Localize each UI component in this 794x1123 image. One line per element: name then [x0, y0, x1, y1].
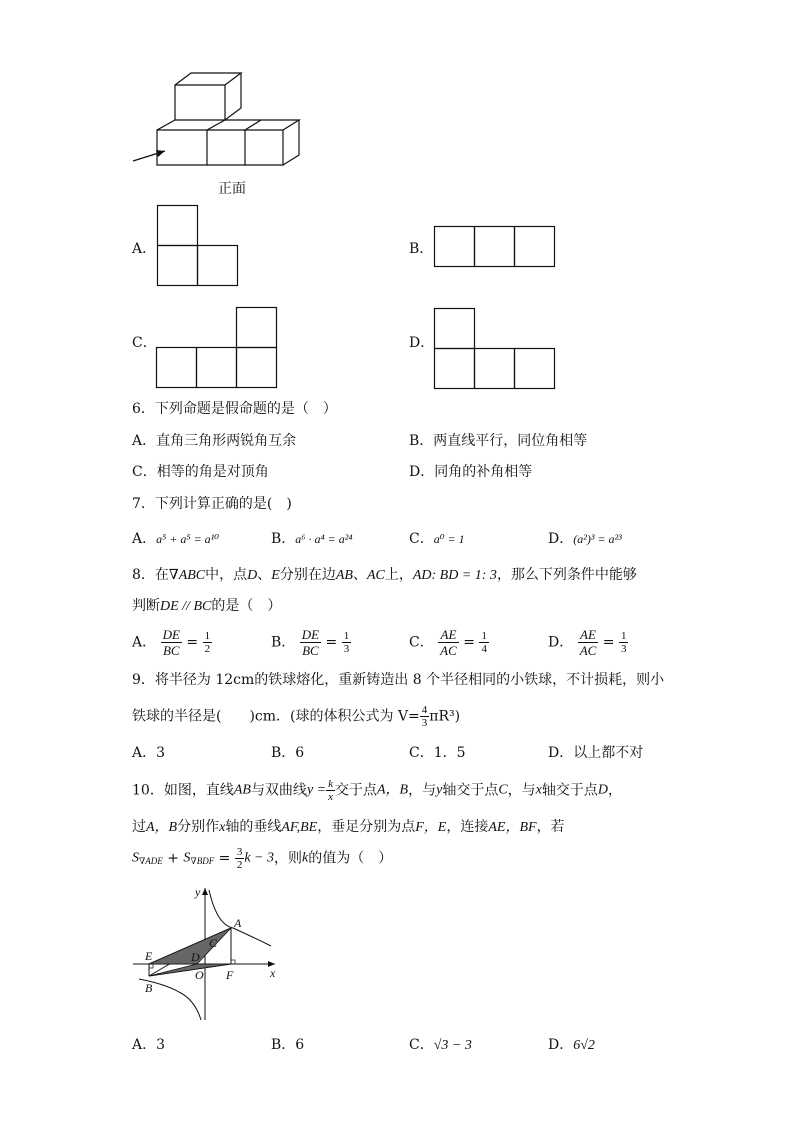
- q9-option-c[interactable]: C．1．5: [409, 745, 466, 761]
- q10-k: k: [302, 850, 309, 866]
- q10-perpendiculars: AF,BE: [281, 820, 318, 835]
- q9-text: 铁球的半径是( )cm．(球的体积公式为 V=: [132, 708, 420, 725]
- q8-side-ac: AC: [366, 568, 385, 583]
- q10-area-symbol: S: [132, 850, 139, 866]
- q5-option-c-figure: [156, 307, 281, 392]
- q10-text: ，与: [507, 782, 536, 799]
- q8-text: 、: [352, 567, 367, 583]
- q7-option-d[interactable]: [548, 530, 622, 548]
- q10-text: 轴交于点: [442, 782, 499, 799]
- q7-b-expr: a⁶ · a⁴ = a²⁴: [295, 532, 353, 546]
- q8-a-frac: $\frac{DE}{BC}$: [162, 627, 180, 658]
- q7-option-b[interactable]: [271, 530, 353, 548]
- graph-label-y: y: [195, 885, 201, 899]
- q10-x-axis: x: [535, 782, 542, 798]
- q10-points-ab: A，B: [377, 782, 409, 798]
- q10-frac: $\frac{3}{2}$: [236, 846, 243, 871]
- q10-y-axis: y: [436, 782, 443, 798]
- q9-volume-frac: $\frac{4}{3}$: [421, 704, 428, 729]
- q5-option-d-label[interactable]: D．: [409, 335, 435, 351]
- q10-text: 分别作: [177, 819, 220, 835]
- q10-area-symbol: S: [183, 850, 191, 866]
- q7-a-label: A．: [132, 531, 157, 547]
- graph-label-o: O: [195, 968, 204, 982]
- q8-c-value: $\frac{1}{4}$: [481, 630, 487, 655]
- q10-option-c[interactable]: [409, 1036, 472, 1055]
- q8-d-frac: $\frac{AE}{AC}$: [579, 627, 597, 658]
- q6-option-b[interactable]: B．两直线平行，同位角相等: [409, 433, 588, 449]
- q10-y-eq: y =: [306, 782, 327, 798]
- q8-point-d: D: [247, 568, 258, 583]
- q8-stem-line2: [132, 597, 281, 616]
- q10-area-sub: ∇ADE: [139, 855, 163, 866]
- q8-option-d[interactable]: D． $\frac{AE}{AC}$ = $\frac{1}{3}$: [548, 627, 627, 658]
- graph-label-a: A: [234, 916, 242, 930]
- q10-hyperbola-frac: $\frac{k}{x}$: [328, 778, 333, 803]
- q10-d-expr: 6√2: [573, 1038, 595, 1053]
- q5-option-c-label[interactable]: C．: [132, 335, 157, 351]
- q10-text: 10．如图，直线: [132, 782, 234, 799]
- q6-option-d[interactable]: D．同角的补角相等: [409, 464, 533, 480]
- q8-text: 的是（ ）: [211, 598, 282, 614]
- q10-stem-line1: [132, 778, 622, 803]
- q8-text: 8．在: [132, 567, 169, 583]
- q10-line-ab: AB: [233, 782, 251, 798]
- q10-graph: [125, 880, 295, 1025]
- q8-ratio: AD: BD = 1: 3: [412, 568, 497, 583]
- graph-label-x: x: [270, 966, 276, 980]
- q6-option-c[interactable]: C．相等的角是对顶角: [132, 464, 269, 480]
- q10-x-axis: x: [219, 820, 226, 835]
- q10-option-d[interactable]: [548, 1036, 595, 1055]
- q5-option-b-label[interactable]: B．: [409, 241, 434, 257]
- q10-feet: F，E: [415, 820, 447, 835]
- q8-c-label: C．: [409, 634, 434, 651]
- q8-d-value: $\frac{1}{3}$: [620, 630, 627, 655]
- q10-point-d: D: [597, 782, 609, 798]
- q5-option-b-figure: [434, 226, 559, 271]
- q9-option-b[interactable]: B．6: [271, 745, 305, 761]
- q6-option-a[interactable]: A．直角三角形两锐角互余: [132, 433, 297, 449]
- q8-triangle: ∇ABC: [168, 568, 206, 583]
- q10-text: ，: [608, 782, 623, 799]
- q8-text: 分别在边: [279, 567, 336, 583]
- q7-d-label: D．: [548, 531, 574, 547]
- q10-d-label: D．: [548, 1037, 574, 1053]
- q8-a-value: $\frac{1}{2}$: [204, 630, 211, 655]
- q10-expr: k − 3: [244, 850, 275, 866]
- q10-text: 的值为（ ）: [308, 850, 393, 867]
- q10-text: 过: [132, 819, 146, 835]
- q10-segments: AE，BF: [488, 820, 537, 835]
- q9-stem-line2: [132, 704, 460, 729]
- q10-text: ，若: [536, 819, 565, 835]
- q8-text: ，那么下列条件中能够: [496, 567, 637, 583]
- q10-option-b[interactable]: B．6: [271, 1037, 305, 1053]
- q8-text: 中，点: [205, 567, 248, 583]
- q8-option-c[interactable]: C． $\frac{AE}{AC}$ = $\frac{1}{4}$: [409, 627, 487, 658]
- q10-c-expr: √3 − 3: [433, 1038, 472, 1053]
- q7-d-expr: (a²)³ = a²³: [573, 532, 622, 546]
- q9-option-a[interactable]: A．3: [132, 745, 166, 761]
- q10-op: +: [162, 850, 184, 867]
- q10-text: 轴交于点: [541, 782, 598, 799]
- q5-option-a-label[interactable]: A．: [132, 241, 157, 257]
- q10-text: 与双曲线: [250, 782, 307, 799]
- q8-text: 判断: [132, 598, 160, 614]
- q10-stem-line3: [132, 846, 392, 871]
- q8-b-frac: $\frac{DE}{BC}$: [301, 627, 320, 658]
- graph-label-d: D: [191, 950, 200, 964]
- q8-b-value: $\frac{1}{3}$: [343, 630, 350, 655]
- q8-point-e: E: [271, 568, 280, 583]
- cube-figure: [125, 65, 325, 175]
- q7-option-c[interactable]: [409, 530, 465, 548]
- q7-option-a[interactable]: [132, 530, 219, 548]
- q9-text: πR³): [429, 708, 461, 725]
- q8-a-label: A．: [132, 634, 157, 651]
- q8-text: 上，: [384, 567, 413, 583]
- q8-option-b[interactable]: B． $\frac{DE}{BC}$ = $\frac{1}{3}$: [271, 627, 350, 658]
- q10-point-c: C: [498, 782, 508, 798]
- q10-stem-line2: [132, 818, 565, 837]
- q9-stem-line1: 9．将半径为 12cm的铁球熔化，重新铸造出 8 个半径相同的小铁球，不计损耗，则小: [132, 672, 665, 688]
- q10-text: ，连接: [446, 819, 489, 835]
- q10-op: =: [214, 850, 235, 867]
- q8-c-frac: $\frac{AE}{AC}$: [440, 627, 457, 658]
- graph-label-e: E: [145, 949, 153, 963]
- q10-c-label: C．: [409, 1037, 434, 1053]
- q8-side-ab: AB: [335, 568, 353, 583]
- q10-points-ab: A，B: [146, 820, 178, 835]
- q10-text: ，与: [408, 782, 437, 799]
- graph-label-c: C: [209, 936, 218, 950]
- q7-c-expr: a⁰ = 1: [433, 532, 465, 546]
- q9-option-d[interactable]: D．以上都不对: [548, 745, 644, 761]
- q7-c-label: C．: [409, 531, 434, 547]
- q10-text: ，则: [274, 850, 303, 867]
- q8-parallel: DE // BC: [160, 599, 212, 614]
- q5-option-a-figure: [157, 205, 242, 290]
- q10-option-a[interactable]: A．3: [132, 1037, 166, 1053]
- q8-stem-line1: [132, 566, 637, 585]
- q8-option-a[interactable]: A． $\frac{DE}{BC}$ = $\frac{1}{2}$: [132, 627, 211, 658]
- graph-label-f: F: [226, 968, 234, 982]
- q8-d-label: D．: [548, 634, 574, 651]
- q6-stem: 6．下列命题是假命题的是（ ）: [132, 401, 337, 417]
- front-label: 正面: [218, 181, 246, 197]
- q10-text: ，垂足分别为点: [317, 819, 416, 835]
- q8-text: 、: [257, 567, 272, 583]
- q7-a-expr: a⁵ + a⁵ = a¹⁰: [156, 532, 220, 546]
- q5-option-d-figure: [434, 308, 559, 393]
- q10-text: 轴的垂线: [225, 819, 282, 835]
- q10-text: 交于点: [335, 782, 377, 799]
- q7-stem: 7．下列计算正确的是( ): [132, 496, 292, 512]
- q10-area-sub: ∇BDF: [190, 855, 215, 866]
- q7-b-label: B．: [271, 531, 296, 547]
- graph-label-b: B: [145, 981, 153, 995]
- q8-b-label: B．: [271, 634, 296, 651]
